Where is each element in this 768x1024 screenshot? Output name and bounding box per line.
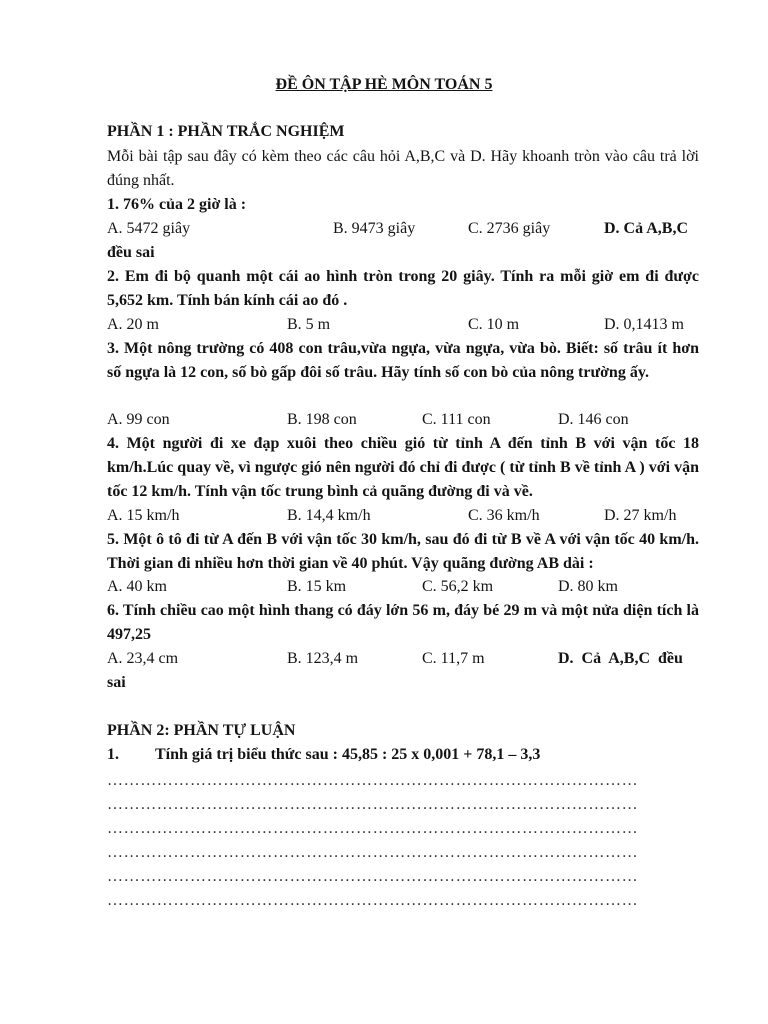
question-2-option-b: B. 5 m (287, 316, 331, 333)
part1-heading: PHẦN 1 : PHẦN TRẮC NGHIỆM (107, 123, 345, 140)
question-4-text: 4. Một người đi xe đạp xuôi theo chiều gió từ tỉnh A đến tỉnh B với vận tốc 18 km/h.Lúc quay về, vì ngược gió nên người đó chỉ đi được ( từ tỉnh B về tỉnh A ) với vận tốc 12 km/h. Tính vận tốc trung bình cả quãng đường đi và về. (107, 435, 699, 500)
question-4-option-d: D. 27 km/h (604, 507, 677, 524)
question-4-option-b: B. 14,4 km/h (287, 507, 371, 524)
question-1-option-b: B. 9473 giây (333, 220, 416, 237)
question-3-option-b: B. 198 con (287, 411, 357, 428)
question-3-option-d: D. 146 con (558, 411, 629, 428)
question-4-option-a: A. 15 km/h (107, 507, 180, 524)
question-1-option-c: C. 2736 giây (468, 220, 551, 237)
question-1-option-d: D. Cả A,B,C (604, 220, 689, 237)
essay-item-number: 1. (107, 746, 119, 763)
question-5-text: 5. Một ô tô đi từ A đến B với vận tốc 30 km/h, sau đó đi từ B về A với vận tốc 40 km/h. Thời gian đi nhiều hơn thời gian về 40 phút. Vậy quãng đường AB dài : (107, 531, 699, 572)
question-5-option-a: A. 40 km (107, 578, 167, 595)
question-4-option-c: C. 36 km/h (468, 507, 540, 524)
question-6-option-d: D. Cả A,B,C đều (558, 650, 683, 667)
part2-heading: PHẦN 2: PHẦN TỰ LUẬN (107, 722, 296, 739)
question-5-option-c: C. 56,2 km (422, 578, 494, 595)
question-2-option-d: D. 0,1413 m (604, 316, 684, 333)
question-3-text: 3. Một nông trường có 408 con trâu,vừa ngựa, vừa ngựa, vừa bò. Biết: số trâu ít hơn số ngựa là 12 con, số bò gấp đôi số trâu. Hãy tính số con bò của nông trường ấy. (107, 340, 699, 381)
answer-line: …………………………………………………………………………………… (107, 844, 639, 861)
part1-instruction: Mỗi bài tập sau đây có kèm theo các câu hỏi A,B,C và D. Hãy khoanh tròn vào câu trả lời đúng nhất. (107, 148, 699, 189)
question-6-option-c: C. 11,7 m (422, 650, 485, 667)
question-6-option-d-cont: sai (107, 674, 126, 691)
question-2-option-a: A. 20 m (107, 316, 159, 333)
question-2-text: 2. Em đi bộ quanh một cái ao hình tròn trong 20 giây. Tính ra mỗi giờ em đi được 5,652 km. Tính bán kính cái ao đó . (107, 268, 699, 309)
essay-item-text: Tính giá trị biểu thức sau : 45,85 : 25 x 0,001 + 78,1 – 3,3 (155, 746, 541, 763)
answer-line: …………………………………………………………………………………… (107, 796, 639, 813)
question-6-option-a: A. 23,4 cm (107, 650, 179, 667)
answer-line: …………………………………………………………………………………… (107, 772, 639, 789)
document-title: ĐỀ ÔN TẬP HÈ MÔN TOÁN 5 (275, 76, 493, 93)
question-1-option-d-cont: đều sai (107, 244, 155, 261)
answer-line: …………………………………………………………………………………… (107, 892, 639, 909)
question-3-option-a: A. 99 con (107, 411, 170, 428)
question-6-option-b: B. 123,4 m (287, 650, 359, 667)
question-3-option-c: C. 111 con (422, 411, 491, 428)
question-6-text: 6. Tính chiều cao một hình thang có đáy lớn 56 m, đáy bé 29 m và một nửa diện tích là 497,25 (107, 602, 699, 643)
answer-line: …………………………………………………………………………………… (107, 820, 639, 837)
question-5-option-b: B. 15 km (287, 578, 347, 595)
question-5-option-d: D. 80 km (558, 578, 618, 595)
answer-line: …………………………………………………………………………………… (107, 868, 639, 885)
question-1-option-a: A. 5472 giây (107, 220, 191, 237)
question-1-text: 1. 76% của 2 giờ là : (107, 196, 247, 213)
question-2-option-c: C. 10 m (468, 316, 520, 333)
